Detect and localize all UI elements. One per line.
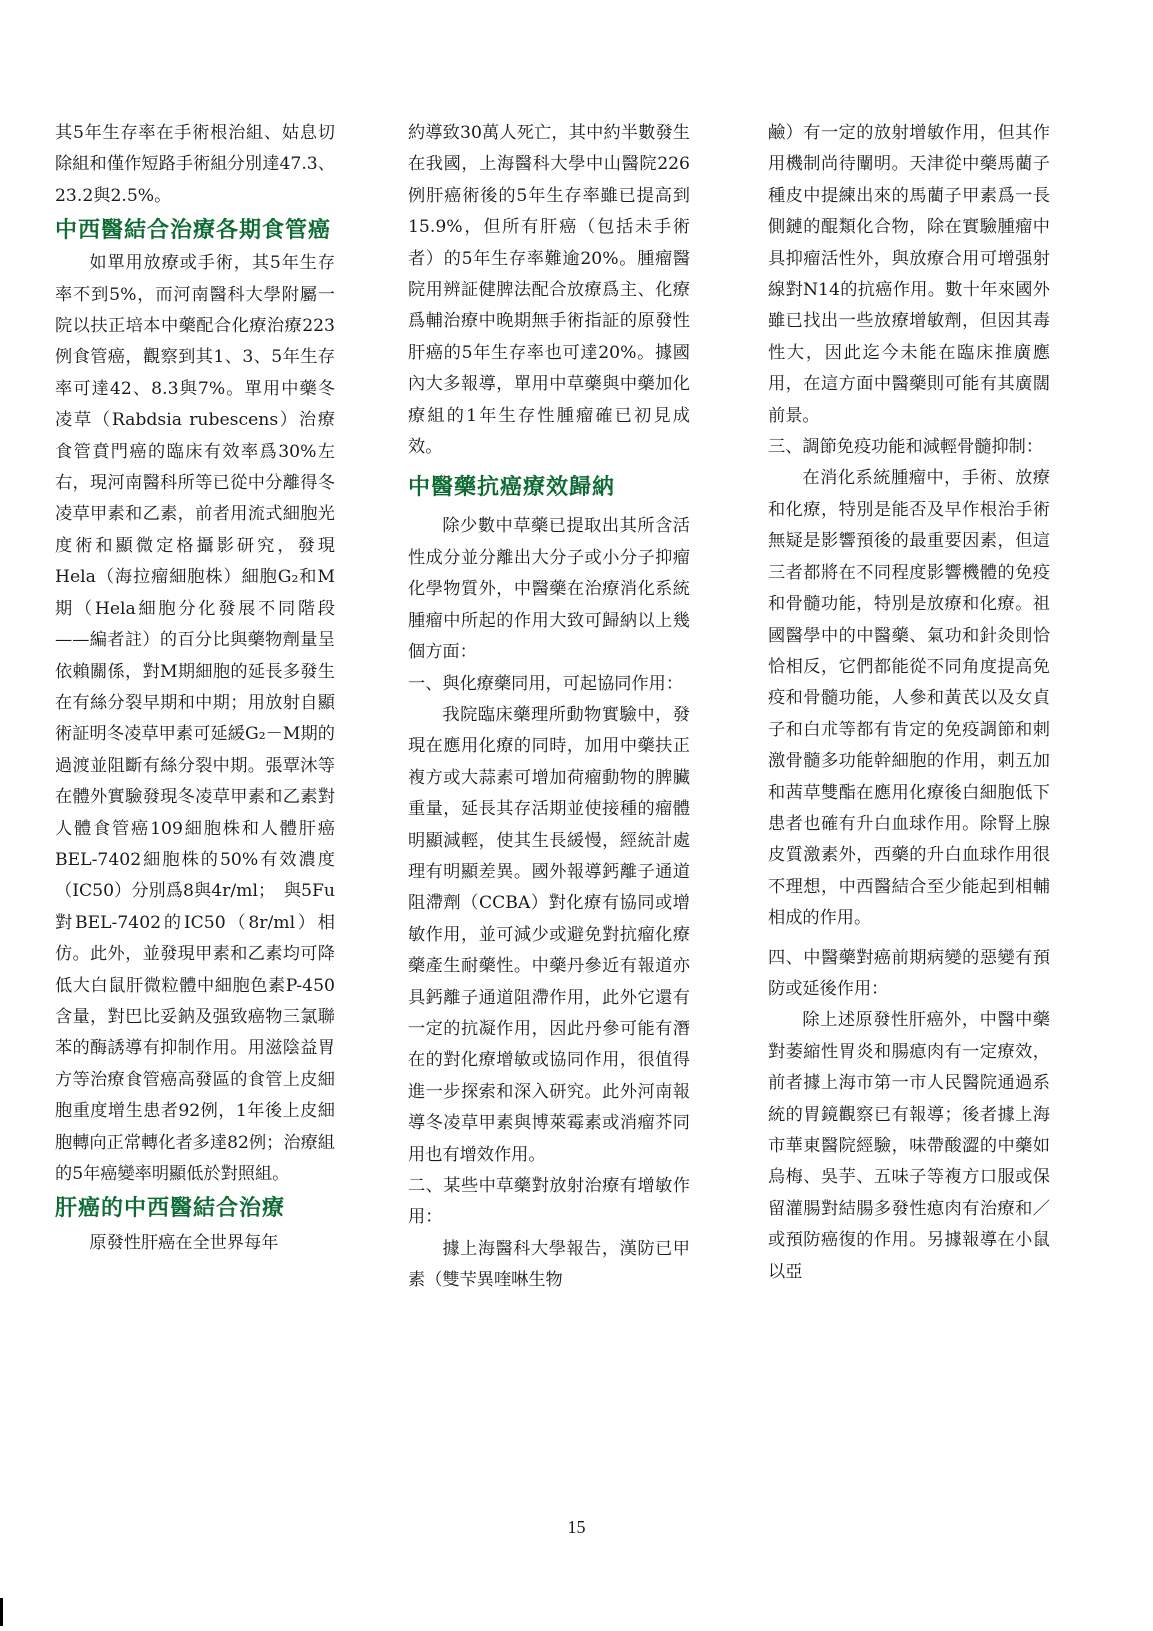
- scan-edge-mark: [0, 1598, 3, 1626]
- paragraph: 其5年生存率在手術根治組、姑息切除組和僅作短路手術組分別達47.3、23.2與2.5%。: [55, 123, 335, 206]
- page-number: 15: [567, 1517, 586, 1537]
- section-heading: 中西醫結合治療各期食管癌: [55, 218, 332, 244]
- paragraph: 如單用放療或手術，其5年生存率不到5%，而河南醫科大學附屬一院以扶正培本中藥配合化療治療223例食管癌，觀察到其1、3、5年生存率可達42、8.3與7%。單用中藥冬凌草（Rabdsia rubescens）治療食管賁門癌的臨床有效率爲30%左右，現河南醫科所等已從中分離得冬凌草甲素和乙素，前者用流式細胞光度術和顯微定格攝影研究，發現Hela（海拉瘤細胞株）細胞G₂和M期（Hela細胞分化發展不同階段——編者註）的百分比與藥物劑量呈依賴關係，對M期細胞的延長多發生在有絲分裂早期和中期；用放射自顯術証明冬凌草甲素可延緩G₂－M期的過渡並阻斷有絲分裂中期。張覃沐等在體外實驗發現冬凌草甲素和乙素對人體食管癌109細胞株和人體肝癌BEL-7402細胞株的50%有效濃度（IC50）分別爲8與4r/ml； 與5Fu對BEL-7402的IC50（8r/ml）相仿。此外，並發現甲素和乙素均可降低大白鼠肝微粒體中細胞色素P-450含量，對巴比妥鈉及强致癌物三氯聯苯的酶誘導有抑制作用。用滋陰益胃方等治療食管癌高發區的食管上皮細胞重度增生患者92例，1年後上皮細胞轉向正常轉化者多達82例；治療組的5年癌變率明顯低於對照組。: [55, 253, 335, 1184]
- paragraph: 約導致30萬人死亡，其中約半數發生在我國，上海醫科大學中山醫院226例肝癌術後的5年生存率雖已提高到15.9%，但所有肝癌（包括未手術者）的5年生存率難逾20%。腫瘤醫院用辨証健脾法配合放療爲主、化療爲輔治療中晚期無手術指証的原發性肝癌的5年生存率也可達20%。據國內大多報導，單用中草藥與中藥加化療組的1年生存性腫瘤確已初見成效。: [408, 123, 690, 458]
- paragraph: 除少數中草藥已提取出其所含活性成分並分離出大分子或小分子抑瘤化學物質外，中醫藥在治療消化系統腫瘤中所起的作用大致可歸納以上幾個方面：: [408, 516, 690, 663]
- column-3: [768, 118, 1050, 1288]
- paragraph: 我院臨床藥理所動物實驗中，發現在應用化療的同時，加用中藥扶正複方或大蒜素可增加荷瘤動物的脾臟重量，延長其存活期並使接種的瘤體明顯減輕，使其生長緩慢，經統計處理有明顯差異。國外報導鈣離子通道阻滯劑（CCBA）對化療有協同或增敏作用，並可減少或避免對抗瘤化療藥產生耐藥性。中藥丹參近有報道亦具鈣離子通道阻滯作用，此外它還有一定的抗凝作用，因此丹參可能有潛在的對化療增敏或協同作用，很值得進一步探索和深入研究。此外河南報導冬凌草甲素與博萊霉素或消瘤芥同用也有增效作用。: [408, 704, 690, 1165]
- column-1: [55, 118, 335, 1260]
- section-heading: 肝癌的中西醫結合治療: [55, 1196, 286, 1222]
- subsection-heading: 三、調節免疫功能和減輕骨髓抑制：: [768, 437, 1044, 458]
- paragraph: 據上海醫科大學報告，漢防已甲素（雙芐異喹啉生物: [408, 1238, 690, 1291]
- paragraph: 原發性肝癌在全世界每年: [89, 1233, 279, 1254]
- subsection-heading: 四、中醫藥對癌前期病變的惡變有預防或延後作用：: [768, 947, 1050, 999]
- subsection-heading: 一、與化療藥同用，可起協同作用：: [408, 673, 684, 694]
- column-2: [408, 118, 690, 1297]
- paragraph: 在消化系統腫瘤中，手術、放療和化療，特別是能否及早作根治手術無疑是影響預後的最重要因素，但這三者都將在不同程度影響機體的免疫和骨髓功能，特別是放療和化療。祖國醫學中的中醫藥、氣功和針灸則恰恰相反，它們都能從不同角度提高免疫和骨髓功能，人參和黃芪以及女貞子和白朮等都有肯定的免疫調節和刺激骨髓多功能幹細胞的作用，刺五加和茜草雙酯在應用化療後白細胞低下患者也確有升白血球作用。除腎上腺皮質激素外，西藥的升白血球作用很不理想，中西醫結合至少能起到相輔相成的作用。: [768, 468, 1050, 929]
- paragraph: 除上述原發性肝癌外，中醫中藥對萎縮性胃炎和腸瘜肉有一定療效，前者據上海市第一市人民醫院通過系統的胃鏡觀察已有報導；後者據上海市華東醫院經驗，味帶酸澀的中藥如烏梅、吳芋、五味子等複方口服或保留灌腸對結腸多發性瘜肉有治療和／或預防癌復的作用。另據報導在小鼠以亞: [768, 1010, 1050, 1282]
- subsection-heading: 二、某些中草藥對放射治療有增敏作用：: [408, 1176, 690, 1228]
- paragraph: 鹼）有一定的放射增敏作用，但其作用機制尚待闡明。天津從中藥馬藺子種皮中提練出來的馬藺子甲素爲一長側鏈的醌類化合物，除在實驗腫瘤中具抑瘤活性外，與放療合用可增强射線對N14的抗癌作用。數十年來國外雖已找出一些放療增敏劑，但因其毒性大，因此迄今未能在臨床推廣應用，在這方面中醫藥則可能有其廣闊前景。: [768, 123, 1050, 426]
- section-heading: 中醫藥抗癌療效歸納: [408, 475, 616, 501]
